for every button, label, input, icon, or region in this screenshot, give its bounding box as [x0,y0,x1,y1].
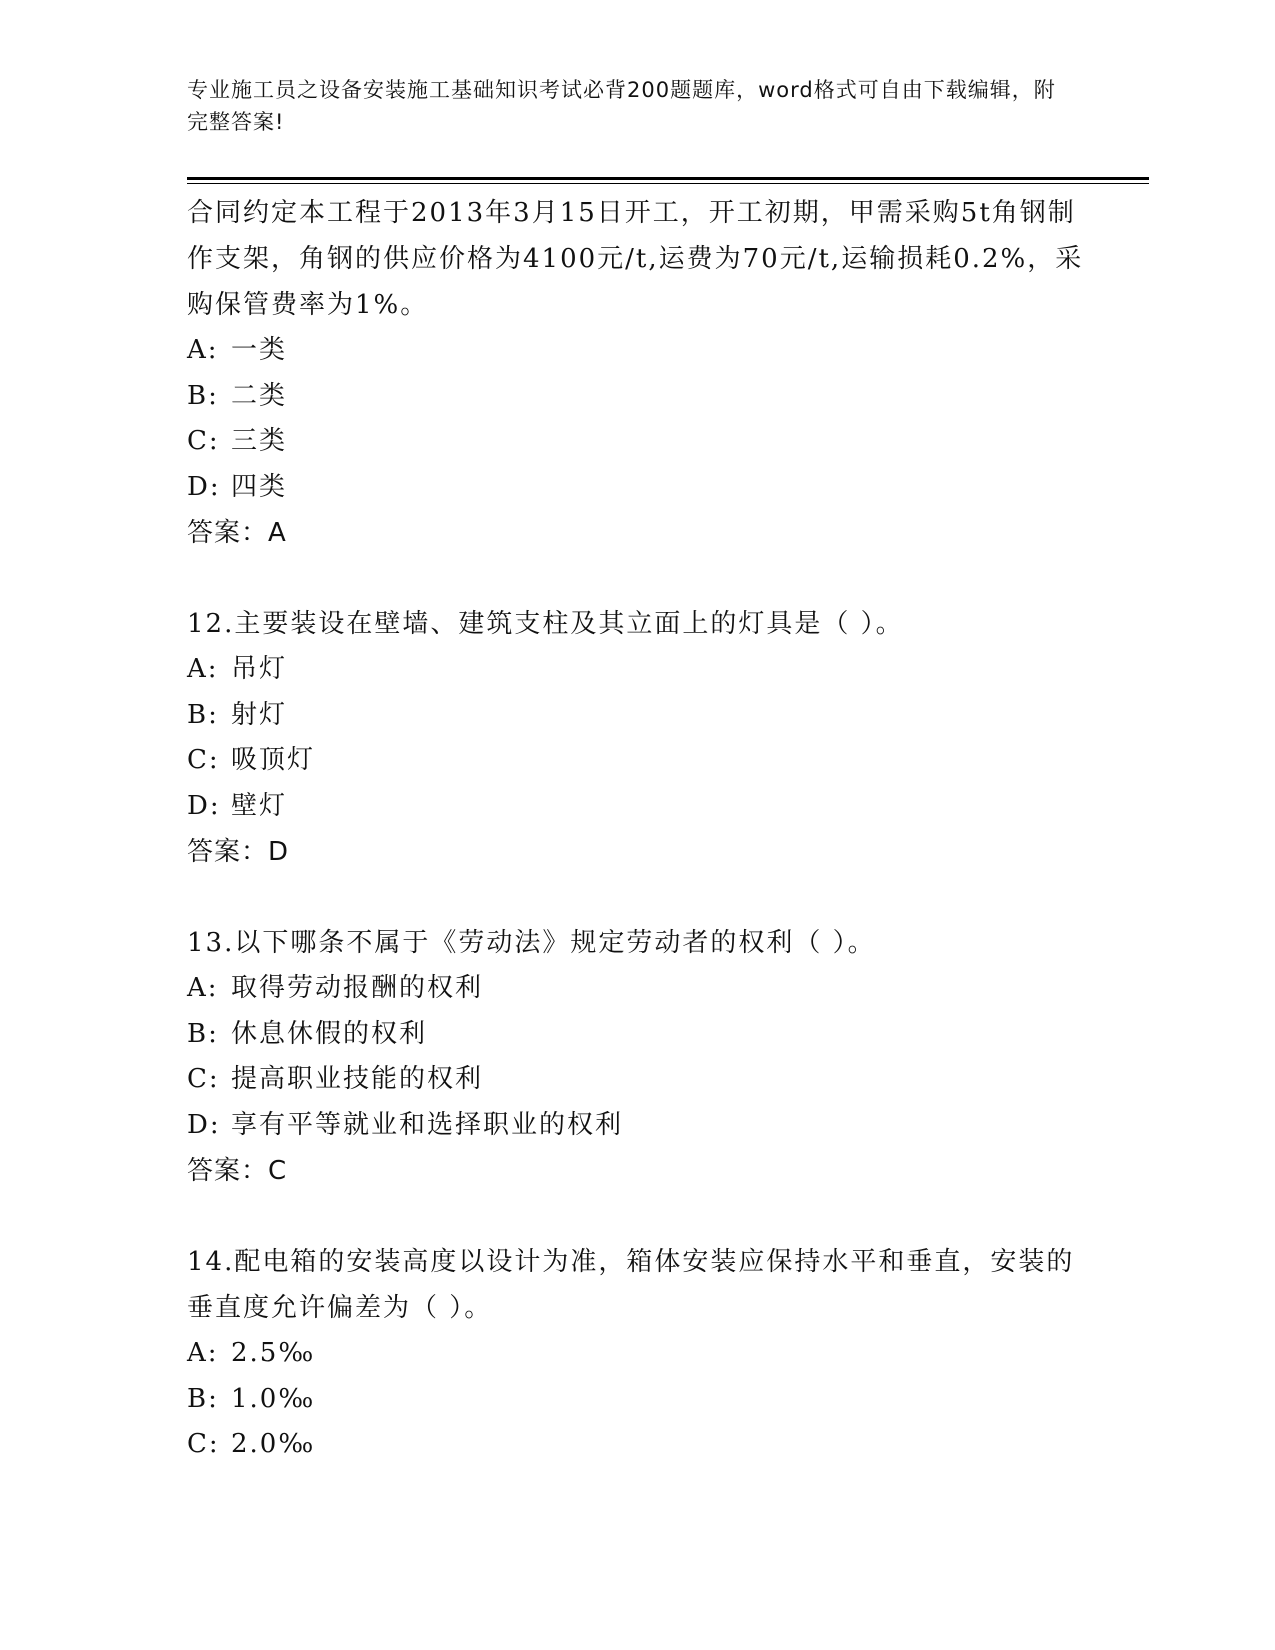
spacer [187,875,1087,920]
option-letter: B: [187,699,219,730]
question-stem: 12.主要装设在壁墙、建筑支柱及其立面上的灯具是（ ）。 [187,609,904,639]
option-a [187,966,1087,1012]
option-text: 射灯 [231,699,288,730]
option-text: 2.5‰ [231,1338,316,1368]
option-d [187,1103,1087,1149]
option-letter: A: [187,335,219,365]
option-c [187,419,1087,465]
question-block [187,190,1087,556]
document-header-title: 专业施工员之设备安装施工基础知识考试必背200题题库，word格式可自由下载编辑，附完整答案! [187,78,1056,134]
option-a [187,647,1087,693]
question-list [187,190,1087,1468]
option-b [187,1012,1087,1058]
option-text: 1.0‰ [231,1383,316,1414]
option-letter: B: [187,1383,219,1414]
option-c [187,738,1087,784]
option-a [187,328,1087,374]
option-text: 壁灯 [231,790,288,821]
option-b [187,374,1087,420]
option-text: 三类 [231,426,288,456]
option-letter: D: [187,471,221,502]
header-divider-thick [187,177,1149,180]
option-letter: A: [187,1338,219,1368]
answer-line: 答案：A [187,518,287,548]
option-text: 吸顶灯 [231,745,316,775]
option-text: 取得劳动报酬的权利 [231,973,484,1003]
answer-line: 答案：C [187,1156,288,1186]
option-c [187,1057,1087,1103]
option-letter: C: [187,1064,220,1094]
spacer [187,556,1087,601]
header-divider-thin [187,183,1149,184]
option-c [187,1422,1087,1468]
option-letter: C: [187,745,220,775]
option-letter: D: [187,1109,221,1140]
option-text: 提高职业技能的权利 [231,1064,484,1094]
option-letter: A: [187,973,219,1003]
option-text: 享有平等就业和选择职业的权利 [231,1109,624,1140]
option-text: 吊灯 [231,654,288,684]
option-letter: D: [187,790,221,821]
option-text: 四类 [231,471,288,502]
option-b [187,1377,1087,1423]
question-stem: 14.配电箱的安装高度以设计为准，箱体安装应保持水平和垂直，安装的垂直度允许偏差为（ ）。 [187,1247,1075,1323]
option-text: 2.0‰ [231,1429,316,1459]
option-text: 二类 [231,380,288,411]
option-letter: A: [187,654,219,684]
option-b [187,693,1087,739]
option-d [187,465,1087,511]
option-text: 一类 [231,335,288,365]
question-stem: 13.以下哪条不属于《劳动法》规定劳动者的权利（ ）。 [187,928,876,958]
option-a [187,1331,1087,1377]
option-text: 休息休假的权利 [231,1018,428,1049]
option-d [187,784,1087,830]
question-stem: 合同约定本工程于2013年3月15日开工，开工初期，甲需采购5t角钢制作支架，角钢的供应价格为4100元/t,运费为70元/t,运输损耗0.2%，采购保管费率为1%。 [187,198,1084,320]
question-block [187,920,1087,1194]
question-block [187,601,1087,875]
answer-line: 答案：D [187,837,290,867]
option-letter: B: [187,1018,219,1049]
spacer [187,1194,1087,1239]
option-letter: C: [187,1429,220,1459]
option-letter: B: [187,380,219,411]
option-letter: C: [187,426,220,456]
question-block [187,1239,1087,1468]
